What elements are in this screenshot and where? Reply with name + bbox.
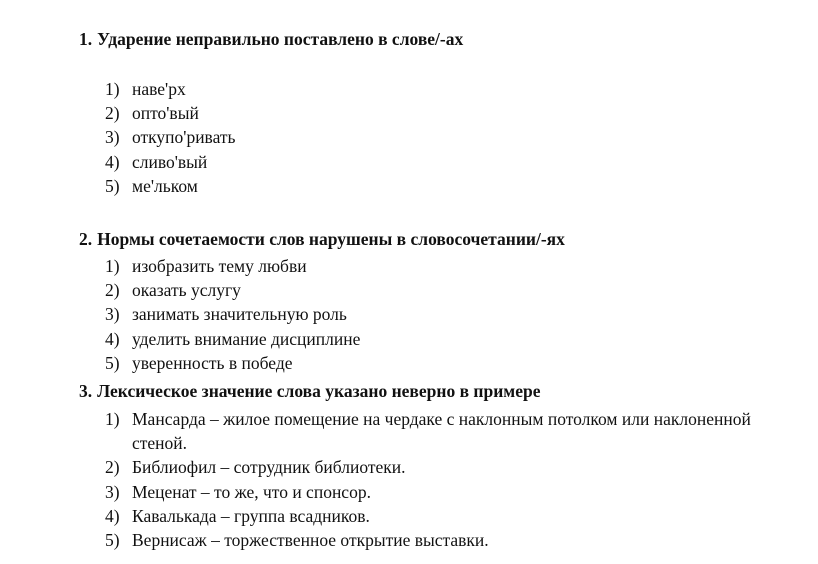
list-item — [105, 77, 236, 101]
option-number: 1) — [105, 79, 120, 99]
list-item — [105, 174, 236, 198]
question-title: Лексическое значение слова указано неверно в примере — [97, 381, 541, 401]
option-text: уверенность в победе — [132, 352, 293, 373]
option-text: сливо'вый — [132, 151, 208, 172]
list-item — [105, 504, 795, 528]
list-item — [105, 278, 360, 302]
question-3-heading — [79, 381, 541, 402]
question-1-heading — [79, 29, 463, 50]
option-text: занимать значительную роль — [132, 304, 347, 325]
option-text: Кавалькада – группа всадников. — [132, 505, 370, 526]
option-number: 5) — [105, 352, 120, 373]
option-number: 4) — [105, 505, 120, 526]
option-number: 3) — [105, 304, 120, 325]
list-item — [105, 254, 360, 278]
list-item — [105, 407, 795, 455]
option-text: Меценат – то же, что и спонсор. — [132, 481, 371, 502]
option-text: опто'вый — [132, 103, 199, 124]
list-item — [105, 327, 360, 351]
list-item — [105, 150, 236, 174]
option-number: 3) — [105, 481, 120, 502]
option-number: 4) — [105, 328, 120, 349]
option-text: Библиофил – сотрудник библиотеки. — [132, 457, 406, 478]
option-text: Вернисаж – торжественное открытие выставки. — [132, 530, 489, 551]
option-number: 3) — [105, 127, 120, 148]
question-1-options — [105, 77, 236, 198]
question-number: 3. — [79, 381, 93, 401]
option-text: изобразить тему любви — [132, 256, 307, 276]
option-number: 5) — [105, 175, 120, 196]
option-number: 1) — [105, 409, 120, 429]
option-number: 5) — [105, 530, 120, 551]
option-text: уделить внимание дисциплине — [132, 328, 361, 349]
question-number: 1. — [79, 29, 93, 49]
question-title: Ударение неправильно поставлено в слове/-ах — [97, 29, 464, 49]
option-text: наве'рх — [132, 79, 186, 99]
option-text: Мансарда – жилое помещение на чердаке с наклонным потолком или наклоненной стеной. — [132, 409, 751, 454]
list-item — [105, 302, 360, 326]
option-text: ме'льком — [132, 175, 198, 196]
list-item — [105, 528, 795, 552]
list-item — [105, 351, 360, 375]
list-item — [105, 455, 795, 479]
option-number: 4) — [105, 151, 120, 172]
list-item — [105, 101, 236, 125]
question-number: 2. — [79, 229, 93, 249]
list-item — [105, 125, 236, 149]
option-text: оказать услугу — [132, 280, 241, 301]
list-item — [105, 480, 795, 504]
question-2-heading — [79, 229, 565, 250]
option-number: 2) — [105, 457, 120, 478]
question-title: Нормы сочетаемости слов нарушены в словосочетании/-ях — [97, 229, 565, 249]
question-3-options — [105, 407, 795, 552]
option-text: откупо'ривать — [132, 127, 236, 148]
option-number: 2) — [105, 280, 120, 301]
option-number: 1) — [105, 256, 120, 276]
option-number: 2) — [105, 103, 120, 124]
question-2-options — [105, 254, 360, 375]
